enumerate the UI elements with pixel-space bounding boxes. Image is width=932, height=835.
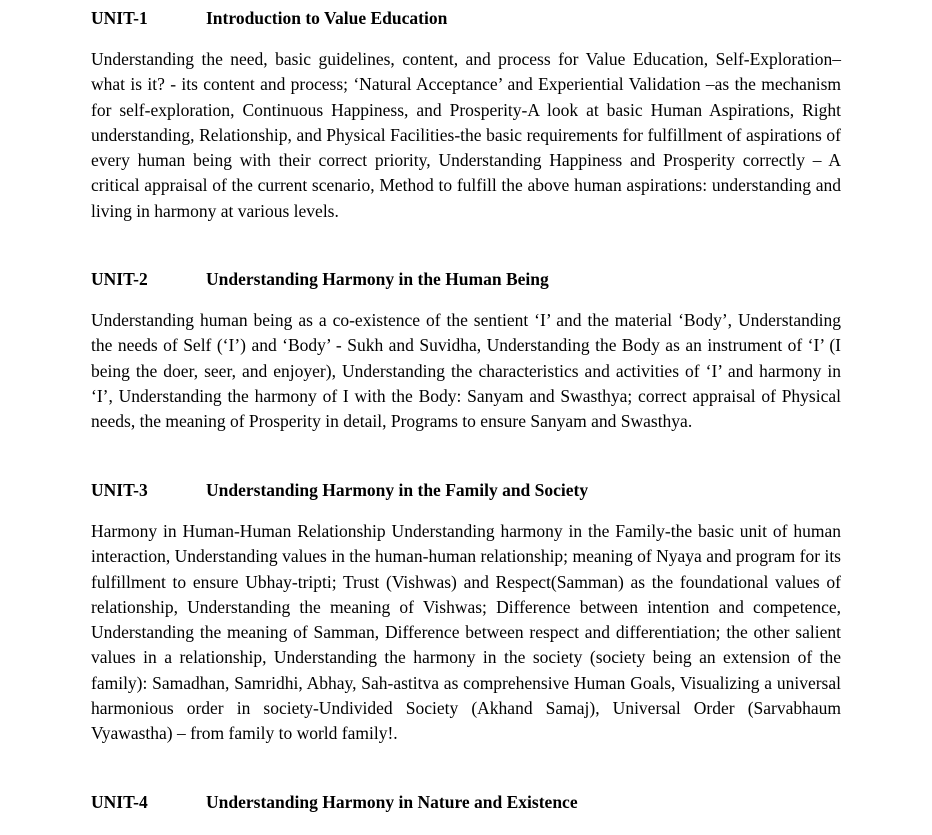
unit-1-heading: [91, 7, 447, 29]
unit-2-heading: [91, 268, 549, 290]
unit-3-heading: [91, 479, 588, 501]
unit-4-title: Understanding Harmony in Nature and Existence: [206, 792, 578, 812]
unit-2-code: UNIT-2: [91, 269, 148, 289]
unit-1-title: Introduction to Value Education: [206, 8, 448, 28]
unit-2-title: Understanding Harmony in the Human Being: [206, 269, 549, 289]
unit-1-code: UNIT-1: [91, 8, 148, 28]
unit-3-title: Understanding Harmony in the Family and Society: [206, 480, 589, 500]
unit-3-body: Harmony in Human-Human Relationship Understanding harmony in the Family-the basic unit of human interaction, Understanding values in the human-human relationship; meaning of Nyaya and program for its fulfillment to ensure Ubhay-tripti; Trust (Vishwas) and Respect(Samman) as the foundational values of relationship, Understanding the meaning of Vishwas; Difference between intention and competence, Understanding the meaning of Samman, Difference between respect and differentiation; the other salient values in a relationship, Understanding the harmony in the society (society being an extension of the family): Samadhan, Samridhi, Abhay, Sah-astitva as comprehensive Human Goals, Visualizing a universal harmonious order in society-Undivided Society (Akhand Samaj), Universal Order (Sarvabhaum Vyawastha) – from family to world family!.: [91, 521, 841, 744]
unit-4-code: UNIT-4: [91, 792, 148, 812]
unit-2-body: Understanding human being as a co-existence of the sentient ‘I’ and the material ‘Body’, Understanding the needs of Self (‘I’) and ‘Body’ - Sukh and Suvidha, Understanding the Body as an instrument of ‘I’ (I being the doer, seer, and enjoyer), Understanding the characteristics and activities of ‘I’ and harmony in ‘I’, Understanding the harmony of I with the Body: Sanyam and Swasthya; correct appraisal of Physical needs, the meaning of Prosperity in detail, Programs to ensure Sanyam and Swasthya.: [91, 310, 841, 432]
unit-3-code: UNIT-3: [91, 480, 148, 500]
unit-1-body: Understanding the need, basic guidelines, content, and process for Value Education, Self-Exploration–what is it? - its content and process; ‘Natural Acceptance’ and Experiential Validation –as the mechanism for self-exploration, Continuous Happiness, and Prosperity-A look at basic Human Aspirations, Right understanding, Relationship, and Physical Facilities-the basic requirements for fulfillment of aspirations of every human being with their correct priority, Understanding Happiness and Prosperity correctly – A critical appraisal of the current scenario, Method to fulfill the above human aspirations: understanding and living in harmony at various levels.: [91, 49, 841, 221]
unit-4-heading: [91, 791, 578, 813]
